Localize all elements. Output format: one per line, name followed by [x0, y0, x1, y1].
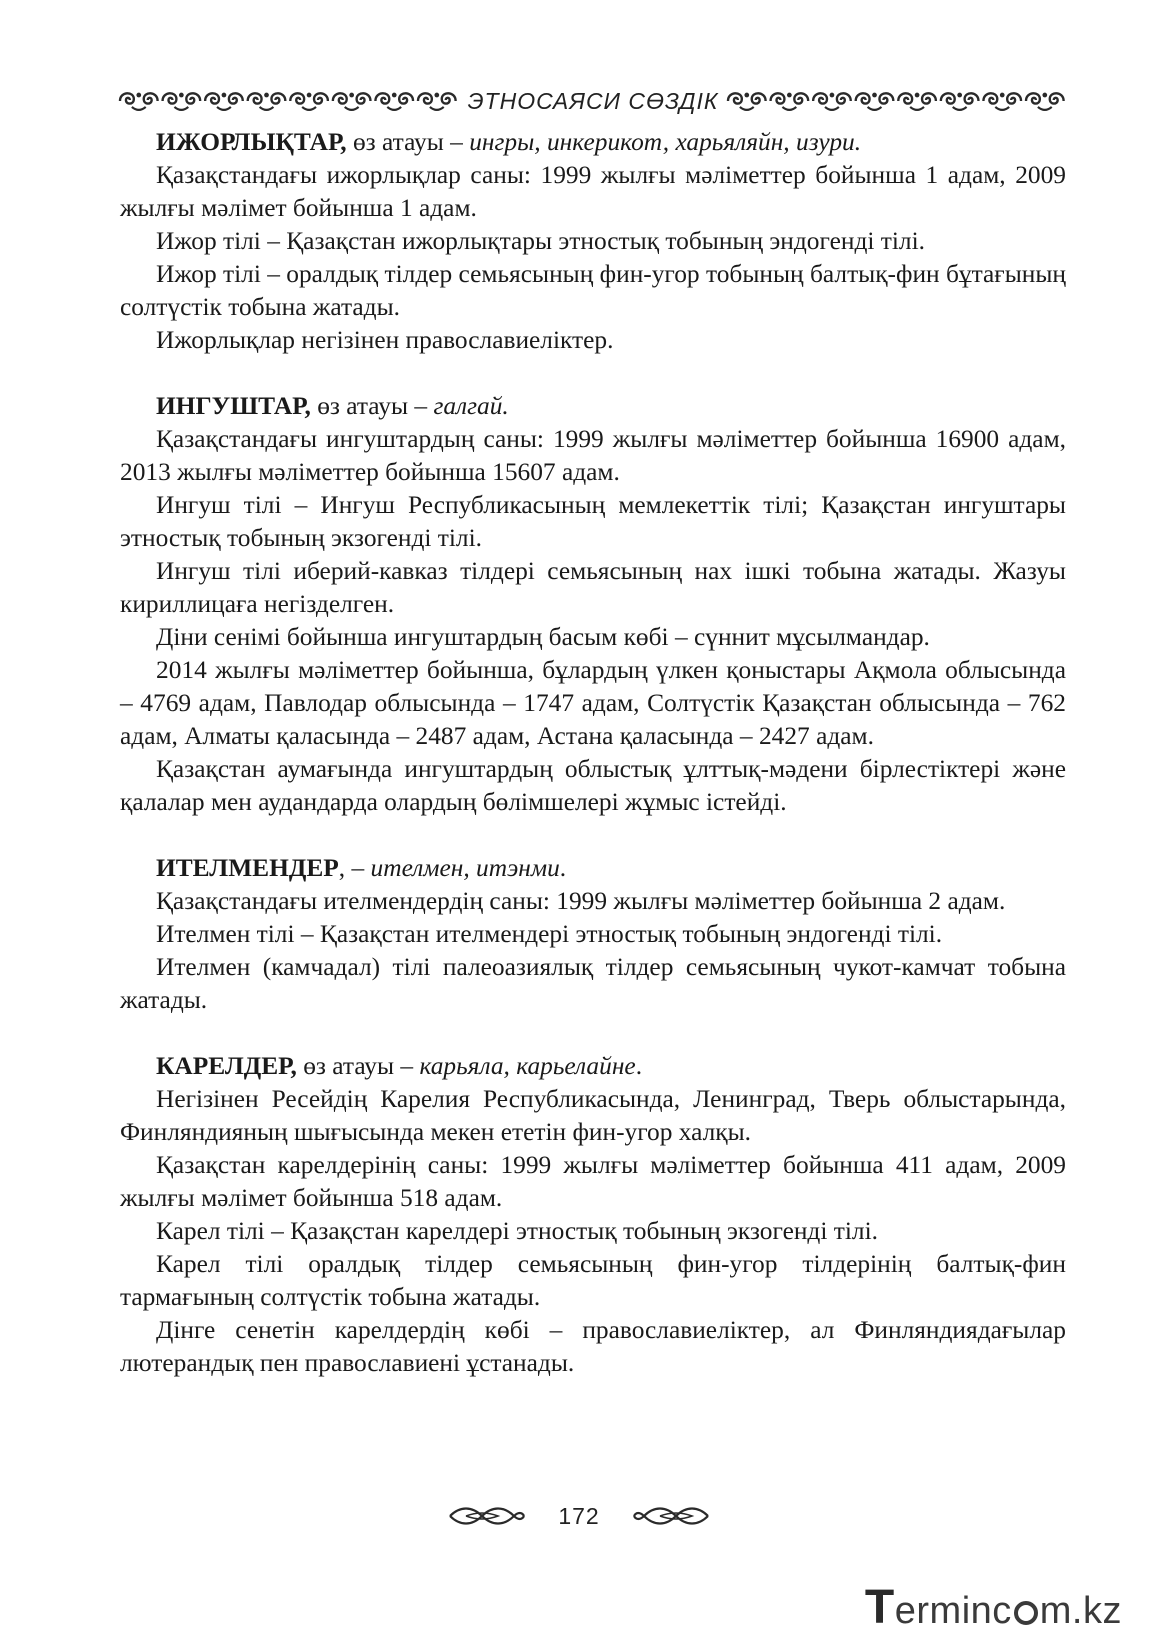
entry-self-names: ингры, инкерикот, харьяляйн, изури.	[469, 128, 862, 156]
ornament-left-icon	[118, 87, 460, 115]
ornament-right-icon	[726, 87, 1068, 115]
entry-term: ИНГУШТАР,	[156, 392, 311, 420]
entry-term: КАРЕЛДЕР,	[156, 1052, 297, 1080]
entry-headword-line	[120, 390, 1066, 423]
running-header	[118, 84, 1068, 118]
page-number: 172	[558, 1502, 600, 1529]
entry-paragraph: 2014 жылғы мәліметтер бойынша, бұлардың үлкен қоныстары Ақмола облысында – 4769 адам, Павлодар облысында – 1747 адам, Солтүстік Қазақстан облысында – 762 адам, Алматы қаласында – 2487 адам, Астана қаласында – 2427 адам.	[120, 656, 1066, 750]
entry-paragraph: Қазақстан аумағында ингуштардың облыстық ұлттық-мәдени бірлестіктері және қалалар мен аудандарда олардың бөлімшелері жұмыс істейді.	[120, 755, 1066, 816]
watermark-mid: erminc	[894, 1590, 1012, 1632]
entry-paragraph: Ителмен тілі – Қазақстан ителмендері этностық тобының эндогенді тілі.	[156, 920, 943, 948]
page-body	[120, 126, 1066, 1380]
page-footer	[0, 1496, 1158, 1536]
entry-paragraph: Негізінен Ресейдің Карелия Республикасында, Ленинград, Тверь облыстарында, Финляндияның шығысында мекен ететін фин-угор халқы.	[120, 1085, 1066, 1146]
entry-self-names: галгай.	[433, 392, 509, 420]
entry-paragraph: Ингуш тілі – Ингуш Республикасының мемлекеттік тілі; Қазақстан ингуштары этностық тобының экзогенді тілі.	[120, 491, 1066, 552]
entry-paragraph: Ингуш тілі иберий-кавказ тілдері семьясының нах ішкі тобына жатады. Жазуы кириллицаға негізделген.	[120, 557, 1066, 618]
entry-headword-line	[120, 1050, 1066, 1083]
watermark-suffix: m.kz	[1039, 1590, 1122, 1632]
magnifier-icon	[1014, 1601, 1038, 1625]
dictionary-entry	[120, 390, 1066, 819]
watermark-t: T	[864, 1581, 895, 1634]
entry-separator: өз атауы –	[310, 392, 434, 420]
entry-separator: , –	[338, 854, 371, 882]
entry-terminal-punct: .	[635, 1052, 643, 1080]
entry-self-names: карьяла, карьелайне	[419, 1052, 636, 1080]
flourish-right-icon	[632, 1504, 712, 1528]
dictionary-entry	[120, 1050, 1066, 1380]
flourish-left-icon	[446, 1504, 526, 1528]
entry-paragraph: Ижор тілі – Қазақстан ижорлықтары этностық тобының эндогенді тілі.	[156, 227, 925, 255]
entry-paragraph: Қазақстандағы ителмендердің саны: 1999 жылғы мәліметтер бойынша 2 адам.	[156, 887, 1006, 915]
entry-paragraph: Карел тілі оралдық тілдер семьясының фин-угор тілдерінің балтық-фин тармағының солтүстік тобына жатады.	[120, 1250, 1066, 1311]
entry-paragraph: Ижор тілі – оралдық тілдер семьясының фин-угор тобының балтық-фин бұтағының солтүстік тобына жатады.	[120, 260, 1066, 321]
entry-separator: өз атауы –	[296, 1052, 420, 1080]
dictionary-entry	[120, 126, 1066, 357]
entry-headword-line	[120, 852, 1066, 885]
entry-headword-line	[120, 126, 1066, 159]
entry-terminal-punct: .	[559, 854, 567, 882]
entry-term: ИТЕЛМЕНДЕР	[156, 854, 339, 882]
entry-paragraph: Дінге сенетін карелдердің көбі – православиеліктер, ал Финляндиядағылар лютерандық пен православиені ұстанады.	[120, 1316, 1066, 1377]
site-watermark	[865, 1580, 1122, 1635]
entry-separator: өз атауы –	[346, 128, 470, 156]
entry-paragraph: Ижорлықлар негізінен православиеліктер.	[156, 326, 614, 354]
dictionary-entry	[120, 852, 1066, 1017]
entry-paragraph: Қазақстандағы ижорлықлар саны: 1999 жылғы мәліметтер бойынша 1 адам, 2009 жылғы мәлімет бойынша 1 адам.	[120, 161, 1066, 222]
entry-paragraph: Діни сенімі бойынша ингуштардың басым көбі – сүннит мұсылмандар.	[156, 623, 930, 651]
entry-term: ИЖОРЛЫҚТАР,	[156, 128, 347, 156]
running-header-title: ЭТНОСАЯСИ СӨЗДІК	[467, 87, 719, 114]
entry-paragraph: Карел тілі – Қазақстан карелдері этностық тобының экзогенді тілі.	[156, 1217, 878, 1245]
entry-self-names: ителмен, итэнми	[370, 854, 560, 882]
entry-paragraph: Ителмен (камчадал) тілі палеоазиялық тілдер семьясының чукот-камчат тобына жатады.	[120, 953, 1066, 1014]
entry-paragraph: Қазақстандағы ингуштардың саны: 1999 жылғы мәліметтер бойынша 16900 адам, 2013 жылғы мәліметтер бойынша 15607 адам.	[120, 425, 1066, 486]
entry-paragraph: Қазақстан карелдерінің саны: 1999 жылғы мәліметтер бойынша 411 адам, 2009 жылғы мәлімет бойынша 518 адам.	[120, 1151, 1066, 1212]
